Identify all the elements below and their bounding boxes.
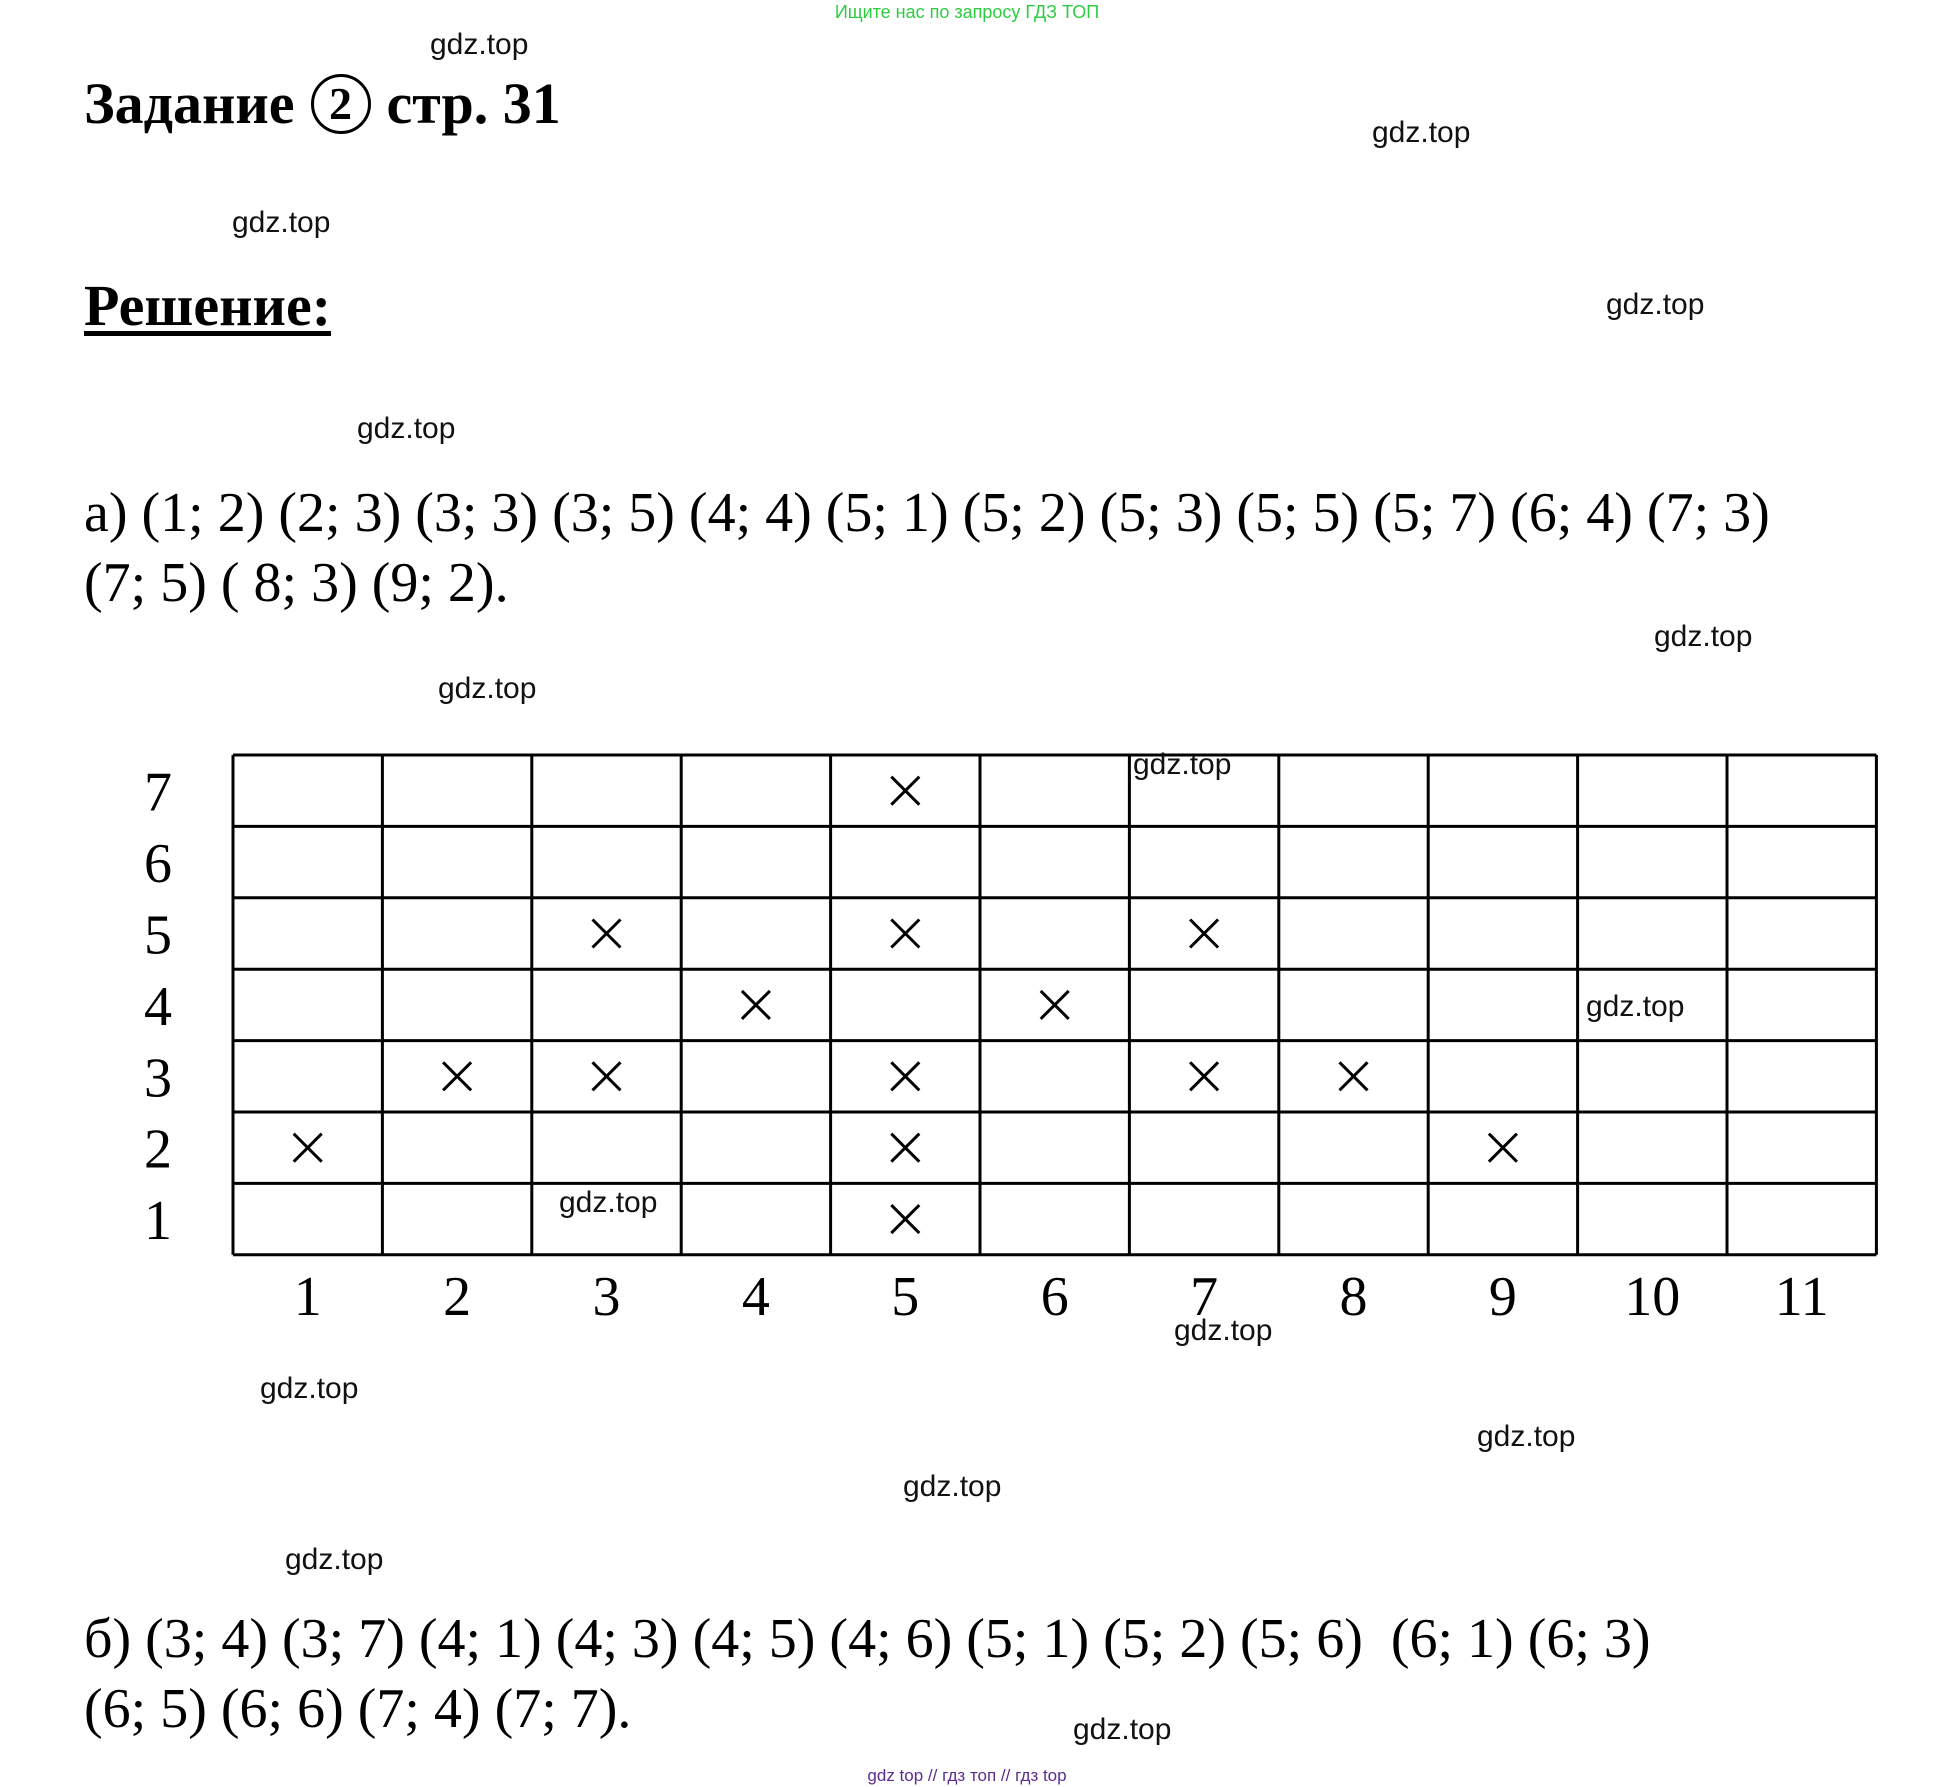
watermark: gdz.top [1372, 116, 1471, 149]
grid-labels [144, 762, 1829, 1328]
grid-mark-x [1190, 920, 1218, 948]
grid-mark-x [294, 1134, 322, 1162]
part-b-text [84, 1604, 1651, 1744]
y-axis-label: 6 [144, 833, 172, 896]
grid-mark-x [593, 1062, 621, 1090]
grid-marks [294, 777, 1517, 1233]
watermark: gdz.top [438, 672, 537, 705]
watermark: gdz.top [1073, 1713, 1172, 1746]
grid-mark-x [1041, 991, 1069, 1019]
grid-mark-x [891, 1134, 919, 1162]
part-a-line-1: а) (1; 2) (2; 3) (3; 3) (3; 5) (4; 4) (5; 1) (5; 2) (5; 3) (5; 5) (5; 7) (6; 4) (7; 3) [84, 482, 1770, 544]
title-suffix: стр. 31 [386, 71, 561, 136]
y-axis-label: 3 [144, 1047, 172, 1110]
watermark: gdz.top [1586, 990, 1685, 1023]
x-axis-label: 1 [293, 1265, 322, 1328]
y-axis-label: 5 [144, 904, 172, 967]
x-axis-label: 10 [1624, 1265, 1681, 1328]
x-axis-label: 4 [741, 1265, 770, 1328]
watermark: gdz.top [559, 1186, 658, 1219]
watermark: gdz.top [357, 412, 456, 445]
grid-mark-x [891, 920, 919, 948]
grid-mark-x [1489, 1134, 1517, 1162]
watermark: gdz.top [1654, 620, 1753, 653]
x-axis-label: 6 [1040, 1265, 1069, 1328]
x-axis-label: 8 [1339, 1265, 1368, 1328]
watermark: gdz.top [1174, 1314, 1273, 1347]
y-axis-label: 2 [144, 1118, 172, 1181]
x-axis-label: 11 [1774, 1265, 1829, 1328]
watermark: gdz.top [430, 28, 529, 61]
x-axis-label: 5 [891, 1265, 920, 1328]
part-b-line-1: б) (3; 4) (3; 7) (4; 1) (4; 3) (4; 5) (4; 6) (5; 1) (5; 2) (5; 6) (6; 1) (6; 3) [84, 1608, 1651, 1670]
y-axis-label: 4 [144, 975, 172, 1038]
grid-mark-x [1340, 1062, 1368, 1090]
grid-mark-x [742, 991, 770, 1019]
grid-mark-x [593, 920, 621, 948]
watermark: gdz.top [1133, 748, 1232, 781]
part-b-line-2: (6; 5) (6; 6) (7; 4) (7; 7). [84, 1678, 632, 1740]
task-number-circle: 2 [311, 74, 371, 134]
watermark: gdz.top [1477, 1420, 1576, 1453]
watermark: gdz.top [285, 1543, 384, 1576]
bottom-footer: gdz top // гдз топ // гдз top [867, 1766, 1067, 1785]
x-axis-label: 9 [1488, 1265, 1517, 1328]
y-axis-label: 7 [144, 761, 172, 824]
grid-mark-x [443, 1062, 471, 1090]
solution-heading: Решение: [84, 273, 332, 338]
x-axis-label: 7 [1190, 1265, 1219, 1328]
watermark: gdz.top [260, 1372, 359, 1405]
y-axis-label: 1 [144, 1190, 172, 1253]
x-axis-label: 3 [592, 1265, 621, 1328]
x-axis-label: 2 [443, 1265, 472, 1328]
grid-mark-x [891, 1205, 919, 1233]
watermark: gdz.top [232, 206, 331, 239]
top-banner: Ищите нас по запросу ГДЗ ТОП [834, 2, 1100, 22]
grid-mark-x [1190, 1062, 1218, 1090]
watermark: gdz.top [903, 1470, 1002, 1503]
grid-mark-x [891, 1062, 919, 1090]
part-a-line-2: (7; 5) ( 8; 3) (9; 2). [84, 552, 509, 614]
watermark: gdz.top [1606, 288, 1705, 321]
title-prefix: Задание [84, 71, 295, 136]
grid-mark-x [891, 777, 919, 805]
